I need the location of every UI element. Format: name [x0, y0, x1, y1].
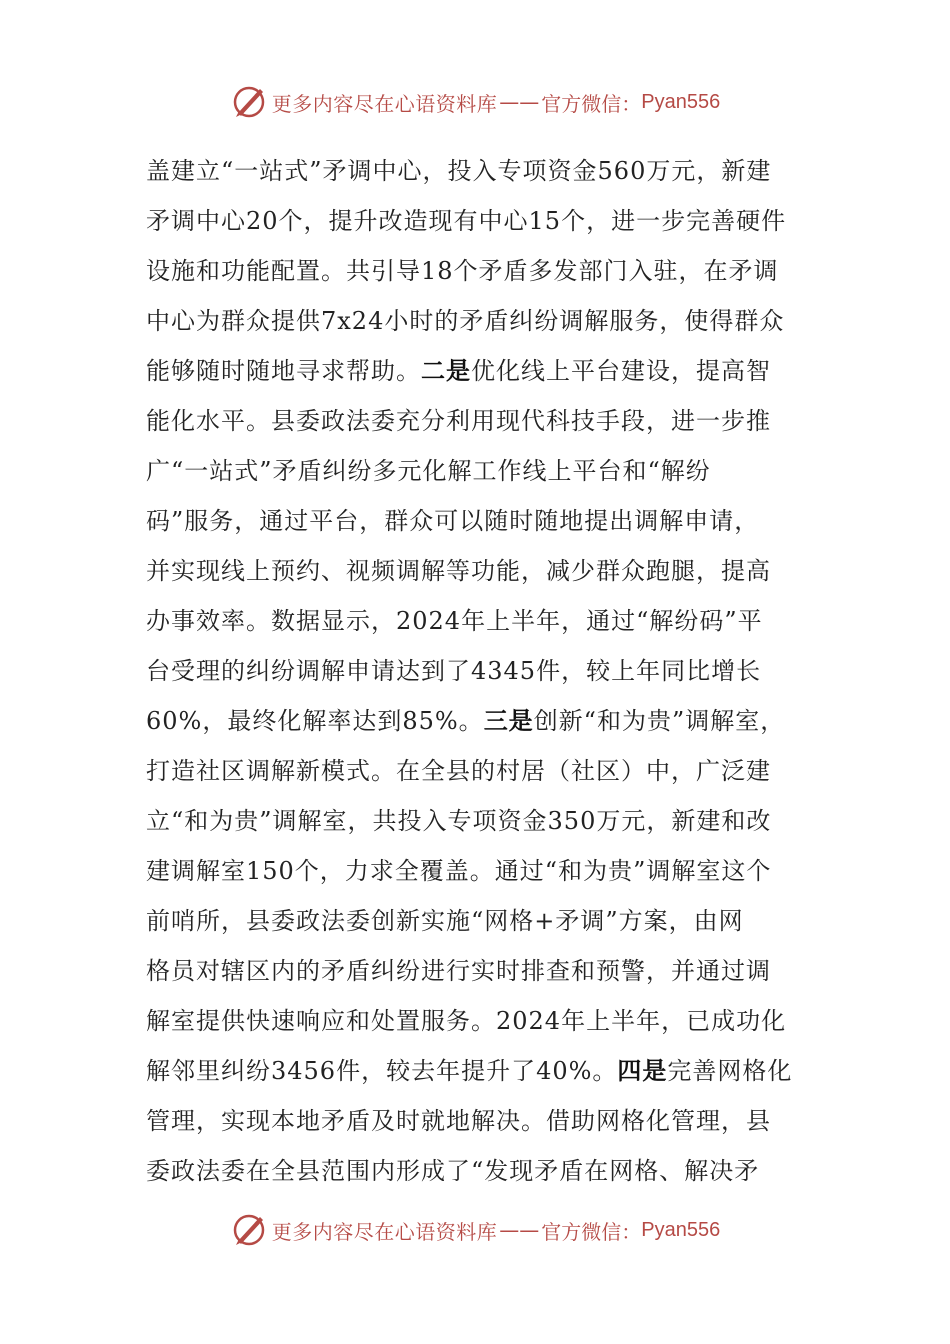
document-body: [146, 146, 806, 1196]
text-line: 办事效率。数据显示，2024年上半年，通过“解纷码”平: [146, 607, 763, 635]
text-line: 立“和为贵”调解室，共投入专项资金350万元，新建和改: [146, 807, 772, 835]
banner-separator: ——: [499, 90, 540, 114]
text-line: 广“一站式”矛盾纠纷多元化解工作线上平台和“解纷: [146, 457, 711, 485]
pen-logo-icon: [230, 1211, 268, 1249]
point-marker: 三是: [483, 706, 534, 735]
banner-text: 更多内容尽在心语资料库: [271, 1219, 498, 1244]
banner-wechat-label: 官方微信：: [541, 1219, 642, 1244]
text-line: 盖建立“一站式”矛调中心，投入专项资金560万元，新建: [146, 157, 772, 185]
banner-wechat-id: Pyan556: [641, 90, 721, 113]
banner-separator: ——: [499, 1218, 540, 1242]
text-line: 能够随时随地寻求帮助。二是优化线上平台建设，提高智: [146, 356, 771, 385]
text-line: 解室提供快速响应和处置服务。2024年上半年，已成功化: [146, 1007, 787, 1035]
text-line: 60%，最终化解率达到85%。三是创新“和为贵”调解室，: [146, 706, 786, 735]
text-line: 打造社区调解新模式。在全县的村居（社区）中，广泛建: [146, 757, 771, 785]
banner-wechat-id: Pyan556: [641, 1218, 721, 1241]
text-line: 管理，实现本地矛盾及时就地解决。借助网格化管理，县: [146, 1107, 771, 1135]
text-line: 格员对辖区内的矛盾纠纷进行实时排查和预警，并通过调: [146, 957, 771, 985]
text-line: 能化水平。县委政法委充分利用现代科技手段，进一步推: [146, 407, 771, 435]
point-marker: 四是: [617, 1056, 668, 1085]
text-line: 前哨所，县委政法委创新实施“网格+矛调”方案，由网: [146, 907, 744, 935]
text-line: 建调解室150个，力求全覆盖。通过“和为贵”调解室这个: [146, 857, 772, 885]
text-line: 委政法委在全县范围内形成了“发现矛盾在网格、解决矛: [146, 1157, 760, 1185]
text-line: 解邻里纠纷3456件，较去年提升了40%。四是完善网格化: [146, 1056, 793, 1085]
text-line: 矛调中心20个，提升改造现有中心15个，进一步完善硬件: [146, 207, 787, 235]
text-line: 中心为群众提供7x24小时的矛盾纠纷调解服务，使得群众: [146, 307, 785, 335]
point-marker: 二是: [421, 356, 471, 385]
pen-logo-icon: [230, 83, 268, 121]
text-line: 台受理的纠纷调解申请达到了4345件，较上年同比增长: [146, 657, 762, 685]
text-line: 码”服务，通过平台，群众可以随时随地提出调解申请，: [146, 507, 760, 535]
text-line: 并实现线上预约、视频调解等功能，减少群众跑腿，提高: [146, 557, 771, 585]
banner-wechat-label: 官方微信：: [541, 91, 642, 116]
banner-text: 更多内容尽在心语资料库: [271, 91, 498, 116]
text-line: 设施和功能配置。共引导18个矛盾多发部门入驻，在矛调: [146, 257, 779, 285]
footer-watermark-banner: [0, 1208, 950, 1252]
header-watermark-banner: [0, 80, 950, 124]
